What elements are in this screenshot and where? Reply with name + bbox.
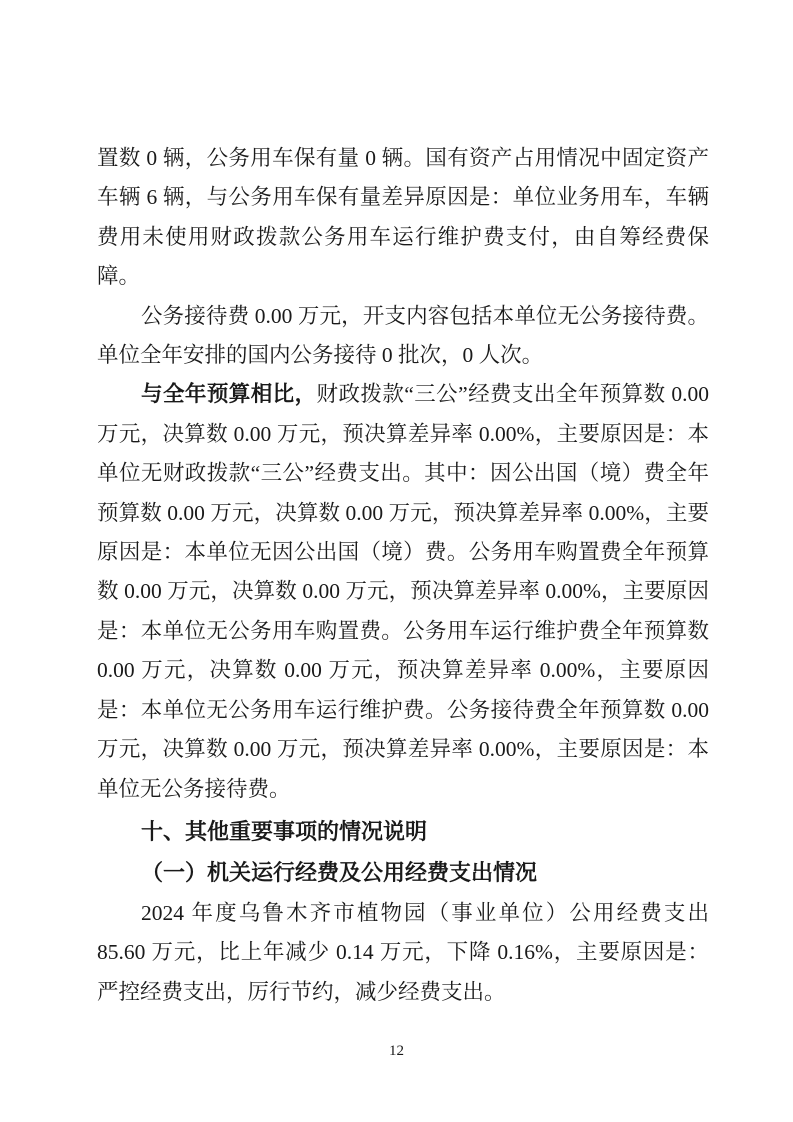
- section-heading-other-matters: 十、其他重要事项的情况说明: [141, 818, 428, 844]
- paragraph-public-expense: 2024 年度乌鲁木齐市植物园（事业单位）公用经费支出 85.60 万元，比上年减少 0.14 万元，下降 0.16%，主要原因是：严控经费支出，厉行节约，减少经费支出。: [97, 900, 709, 1004]
- paragraph-vehicle-assets: 置数 0 辆，公务用车保有量 0 辆。国有资产占用情况中固定资产车辆 6 辆，与公务用车保有量差异原因是：单位业务用车，车辆费用未使用财政拨款公务用车运行维护费支付，由自筹经费保障。: [97, 146, 709, 289]
- paragraph-official-reception: 公务接待费 0.00 万元，开支内容包括本单位无公务接待费。单位全年安排的国内公务接待 0 批次，0 人次。: [97, 303, 709, 368]
- page-number: 12: [389, 1043, 404, 1059]
- subsection-heading-operating-expense: （一）机关运行经费及公用经费支出情况: [141, 859, 538, 885]
- paragraph-budget-comparison-lead: 与全年预算相比，: [141, 382, 317, 407]
- paragraph-budget-comparison-rest: 财政拨款“三公”经费支出全年预算数 0.00 万元，决算数 0.00 万元，预决算差异率 0.00%，主要原因是：本单位无财政拨款“三公”经费支出。其中：因公出国（境）费全年预算数 0.00 万元，决算数 0.00 万元，预决算差异率 0.00%，主要原因是：本单位无因公出国（境）费。公务用车购置费全年预算数 0.00 万元，决算数 0.00 万元，预决算差异率 0.00%，主要原因是：本单位无公务用车购置费。公务用车运行维护费全年预算数 0.00 万元，决算数 0.00 万元，预决算差异率 0.00%，主要原因是：本单位无公务用车运行维护费。公务接待费全年预算数 0.00 万元，决算数 0.00 万元，预决算差异率 0.00%，主要原因是：本单位无公务接待费。: [97, 382, 709, 801]
- document-body: [97, 139, 709, 1012]
- paragraph-budget-comparison: [97, 375, 709, 808]
